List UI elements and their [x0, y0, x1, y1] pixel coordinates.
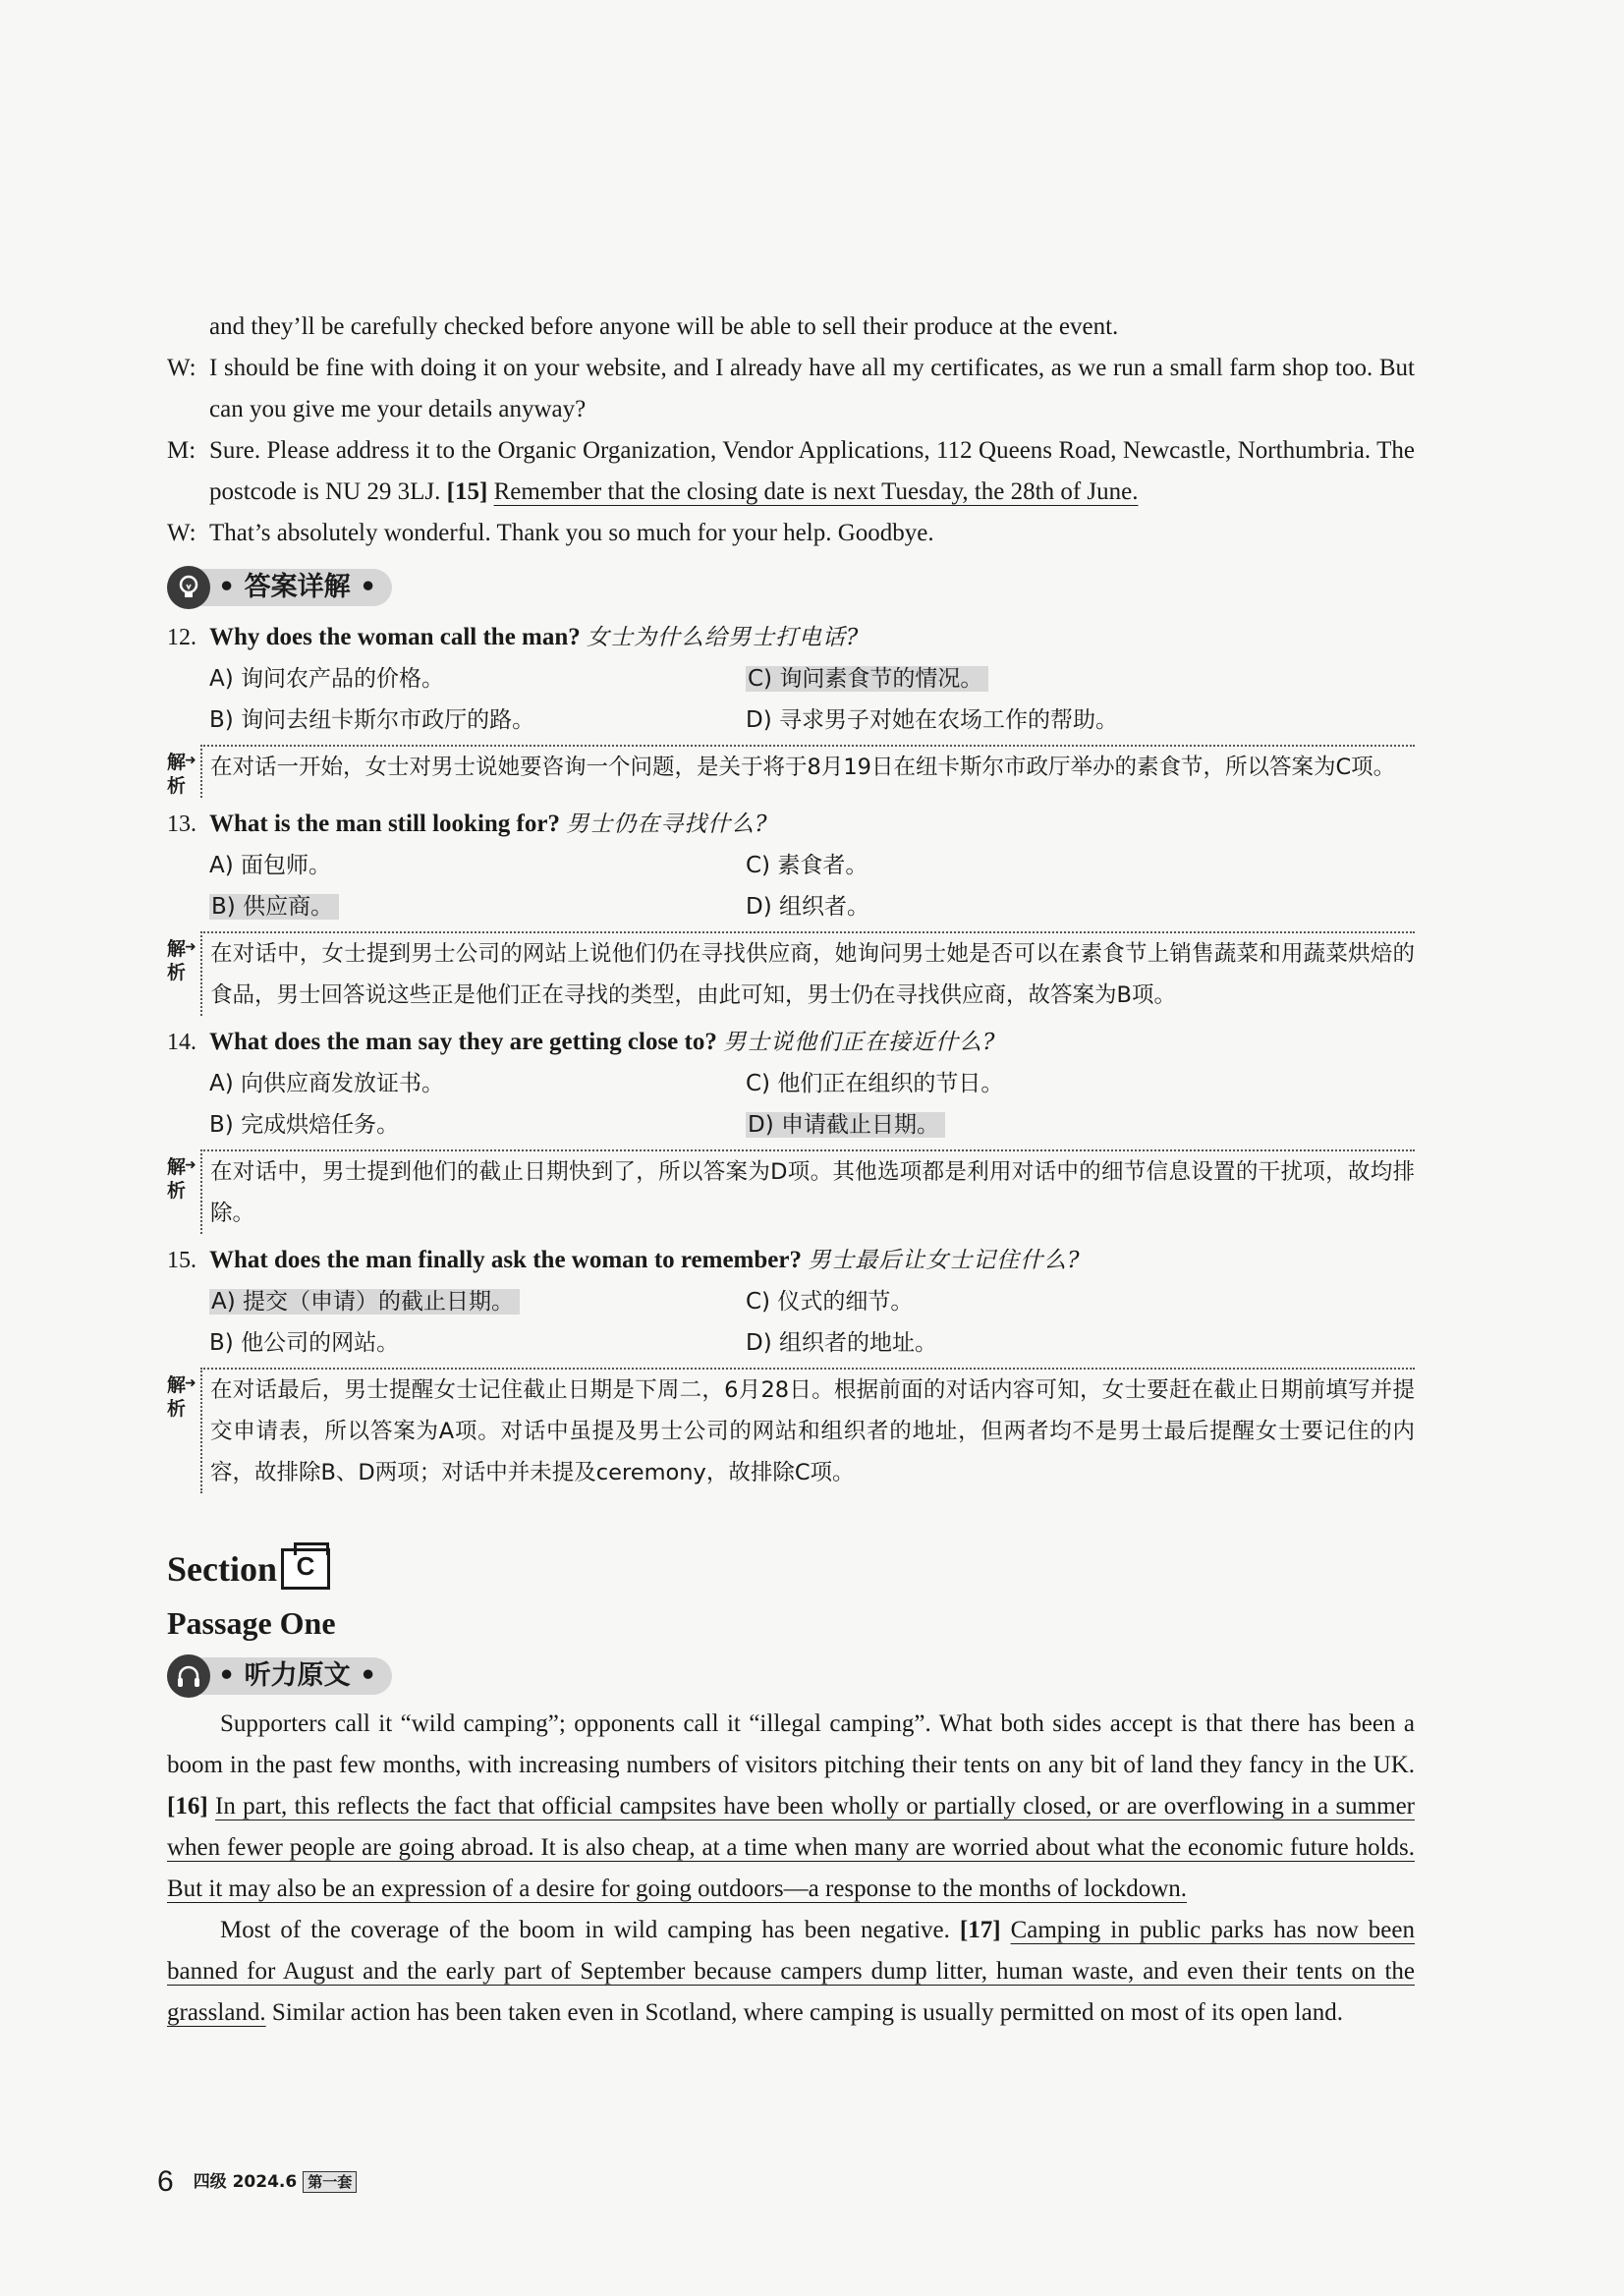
option: [209, 1063, 746, 1104]
option-text: B) 完成烘焙任务。: [209, 1112, 400, 1138]
analysis-label-char: 析: [167, 1180, 187, 1202]
question-en: What does the man say they are getting close to?: [209, 1029, 717, 1055]
passage-title: Passage One: [167, 1605, 336, 1641]
correct-option-text: B) 供应商。: [209, 894, 339, 920]
analysis: [167, 1149, 1415, 1234]
key-sentence: Remember that the closing date is next Tuesday, the 28th of June.: [493, 478, 1139, 505]
options: [167, 658, 1415, 741]
question-text: [209, 1240, 1081, 1281]
question: [167, 1240, 1415, 1281]
arrow-icon: ➜: [185, 1157, 196, 1173]
headphones-icon: [167, 1654, 210, 1698]
dialogue-text-part: Sure. Please address it to the Organic Organization, Vendor Applications, 112 Queens Road, Newcastle, Northumbria. The postcode is NU 29 3LJ.: [209, 437, 1415, 505]
question-cn: 女士为什么给男士打电话?: [587, 625, 860, 650]
option: [746, 1063, 1415, 1104]
option-text: A) 询问农产品的价格。: [209, 666, 445, 692]
question-tag: [16]: [167, 1793, 208, 1820]
analysis-label-char: 解: [167, 938, 187, 960]
option-text: D) 组织者。: [746, 894, 869, 920]
option: [746, 658, 1415, 700]
analysis-label: [167, 1149, 200, 1234]
option-text: C) 他们正在组织的节日。: [746, 1071, 1004, 1096]
passage-text: Supporters call it “wild camping”; opponents call it “illegal camping”. What both sides accept is that there has been a boom in the past few months, with increasing numbers of visitors pitching their tents on any bit of land they fancy in the UK.: [167, 1710, 1415, 1778]
option: [209, 1104, 746, 1146]
question-cn: 男士仍在寻找什么?: [566, 812, 768, 837]
option: [209, 700, 746, 741]
question-en: What does the man finally ask the woman to remember?: [209, 1247, 802, 1273]
answers-header-label: • 答案详解 •: [196, 569, 392, 606]
analysis-label: [167, 1368, 200, 1493]
correct-option-text: D) 申请截止日期。: [746, 1112, 945, 1138]
question-number: 13.: [167, 812, 196, 837]
question-tag: [15]: [446, 478, 488, 505]
option: [746, 700, 1415, 741]
analysis-label-char: 解: [167, 752, 187, 773]
option: [746, 1281, 1415, 1322]
key-sentence: Camping in public parks has now been banned for August and the early part of September because campers dump litter, human waste, and even their tents on the grassland.: [167, 1917, 1416, 2026]
analysis-text: 在对话一开始，女士对男士说她要咨询一个问题，是关于将于8月19日在纽卡斯尔市政厅举办的素食节，所以答案为C项。: [200, 745, 1415, 798]
analysis: [167, 1368, 1415, 1493]
analysis-label: [167, 931, 200, 1016]
option-text: C) 仪式的细节。: [746, 1289, 914, 1315]
dialogue-line: [167, 513, 1415, 554]
analysis-label-char: 析: [167, 775, 187, 797]
option-text: C) 素食者。: [746, 853, 868, 878]
question-number: 12.: [167, 625, 196, 650]
option-text: D) 寻求男子对她在农场工作的帮助。: [746, 707, 1118, 733]
options: [167, 1063, 1415, 1146]
analysis-label-char: 析: [167, 1398, 187, 1420]
arrow-icon: ➜: [185, 1375, 196, 1391]
option-text: D) 组织者的地址。: [746, 1330, 937, 1356]
option: [209, 1322, 746, 1364]
dialogue-line: [167, 430, 1415, 513]
analysis-text: 在对话中，男士提到他们的截止日期快到了，所以答案为D项。其他选项都是利用对话中的细节信息设置的干扰项，故均排除。: [200, 1149, 1415, 1234]
option: [209, 658, 746, 700]
option-text: B) 询问去纽卡斯尔市政厅的路。: [209, 707, 535, 733]
key-sentence: In part, this reflects the fact that official campsites have been wholly or partially closed, or are overflowing in a summer when fewer people are going abroad. It is also cheap, at a time when many are worried about what the economic future holds. But it may also be an expression of a desire for going outdoors—a response to the months of lockdown.: [167, 1793, 1415, 1902]
option: [746, 886, 1415, 927]
passage-paragraph: [167, 1910, 1415, 2034]
question-text: [209, 1022, 995, 1063]
option: [746, 1104, 1415, 1146]
analysis-label-char: 解: [167, 1374, 187, 1396]
question-list: [167, 617, 1415, 1493]
correct-option-text: A) 提交（申请）的截止日期。: [209, 1289, 520, 1315]
option-text: A) 面包师。: [209, 853, 332, 878]
section-letter-box: [281, 1548, 330, 1590]
option: [209, 1281, 746, 1322]
analysis: [167, 745, 1415, 798]
question-cn: 男士说他们正在接近什么?: [723, 1030, 996, 1055]
listening-header: [167, 1651, 1415, 1702]
passage-text: Similar action has been taken even in Scotland, where camping is usually permitted on most of its open land.: [265, 1999, 1343, 2026]
analysis-label-char: 析: [167, 962, 187, 983]
dialogue-text: That’s absolutely wonderful. Thank you so much for your help. Goodbye.: [209, 520, 934, 546]
listening-header-label: • 听力原文 •: [196, 1657, 392, 1695]
speaker-label: M:: [167, 437, 196, 464]
page-footer: [157, 2161, 357, 2203]
arrow-icon: ➜: [185, 939, 196, 955]
set-badge: 第一套: [303, 2171, 357, 2193]
section-title: [167, 1544, 1415, 1594]
page-number: 6: [157, 2165, 174, 2198]
question-cn: 男士最后让女士记住什么?: [808, 1248, 1081, 1273]
passage-paragraph: [167, 1704, 1415, 1910]
question-en: Why does the woman call the man?: [209, 624, 581, 650]
passage-text: Most of the coverage of the boom in wild camping has been negative.: [220, 1917, 960, 1943]
option-text: B) 他公司的网站。: [209, 1330, 400, 1356]
section-label: Section: [167, 1549, 277, 1589]
question: [167, 1022, 1415, 1063]
options: [167, 1281, 1415, 1364]
speaker-label: W:: [167, 520, 196, 546]
analysis-label-char: 解: [167, 1156, 187, 1178]
correct-option-text: C) 询问素食节的情况。: [746, 666, 988, 692]
question-en: What is the man still looking for?: [209, 811, 560, 837]
dialogue-continuation: and they’ll be carefully checked before anyone will be able to sell their produce at the event.: [209, 313, 1119, 340]
dialogue-line: [167, 348, 1415, 430]
question-text: [209, 617, 859, 658]
question-number: 15.: [167, 1248, 196, 1273]
question-number: 14.: [167, 1030, 196, 1055]
page-content: [167, 307, 1415, 2034]
question: [167, 804, 1415, 845]
analysis: [167, 931, 1415, 1016]
analysis-text: 在对话中，女士提到男士公司的网站上说他们仍在寻找供应商，她询问男士她是否可以在素食节上销售蔬菜和用蔬菜烘焙的食品，男士回答说这些正是他们正在寻找的类型，由此可知，男士仍在寻找供应商，故答案为B项。: [200, 931, 1415, 1016]
option: [209, 845, 746, 886]
speaker-label: W:: [167, 355, 196, 381]
question-tag: [17]: [959, 1917, 1001, 1943]
option: [746, 845, 1415, 886]
option: [746, 1322, 1415, 1364]
analysis-text: 在对话最后，男士提醒女士记住截止日期是下周二，6月28日。根据前面的对话内容可知，女士要赶在截止日期前填写并提交申请表，所以答案为A项。对话中虽提及男士公司的网站和组织者的地址，但两者均不是男士最后提醒女士要记住的内容，故排除B、D两项；对话中并未提及ceremony，故排除C项。: [200, 1368, 1415, 1493]
answers-header: [167, 562, 1415, 613]
question: [167, 617, 1415, 658]
lightbulb-icon: [167, 566, 210, 609]
option: [209, 886, 746, 927]
options: [167, 845, 1415, 927]
question-text: [209, 804, 768, 845]
section-letter: C: [296, 1551, 315, 1581]
dialogue-text: I should be fine with doing it on your website, and I already have all my certificates, as we run a small farm shop too. But can you give me your details anyway?: [209, 355, 1415, 422]
option-text: A) 向供应商发放证书。: [209, 1071, 445, 1096]
book-title: 四级 2024.6: [193, 2172, 298, 2192]
dialogue-text: [209, 430, 1415, 513]
arrow-icon: ➜: [185, 753, 196, 768]
analysis-label: [167, 745, 200, 798]
